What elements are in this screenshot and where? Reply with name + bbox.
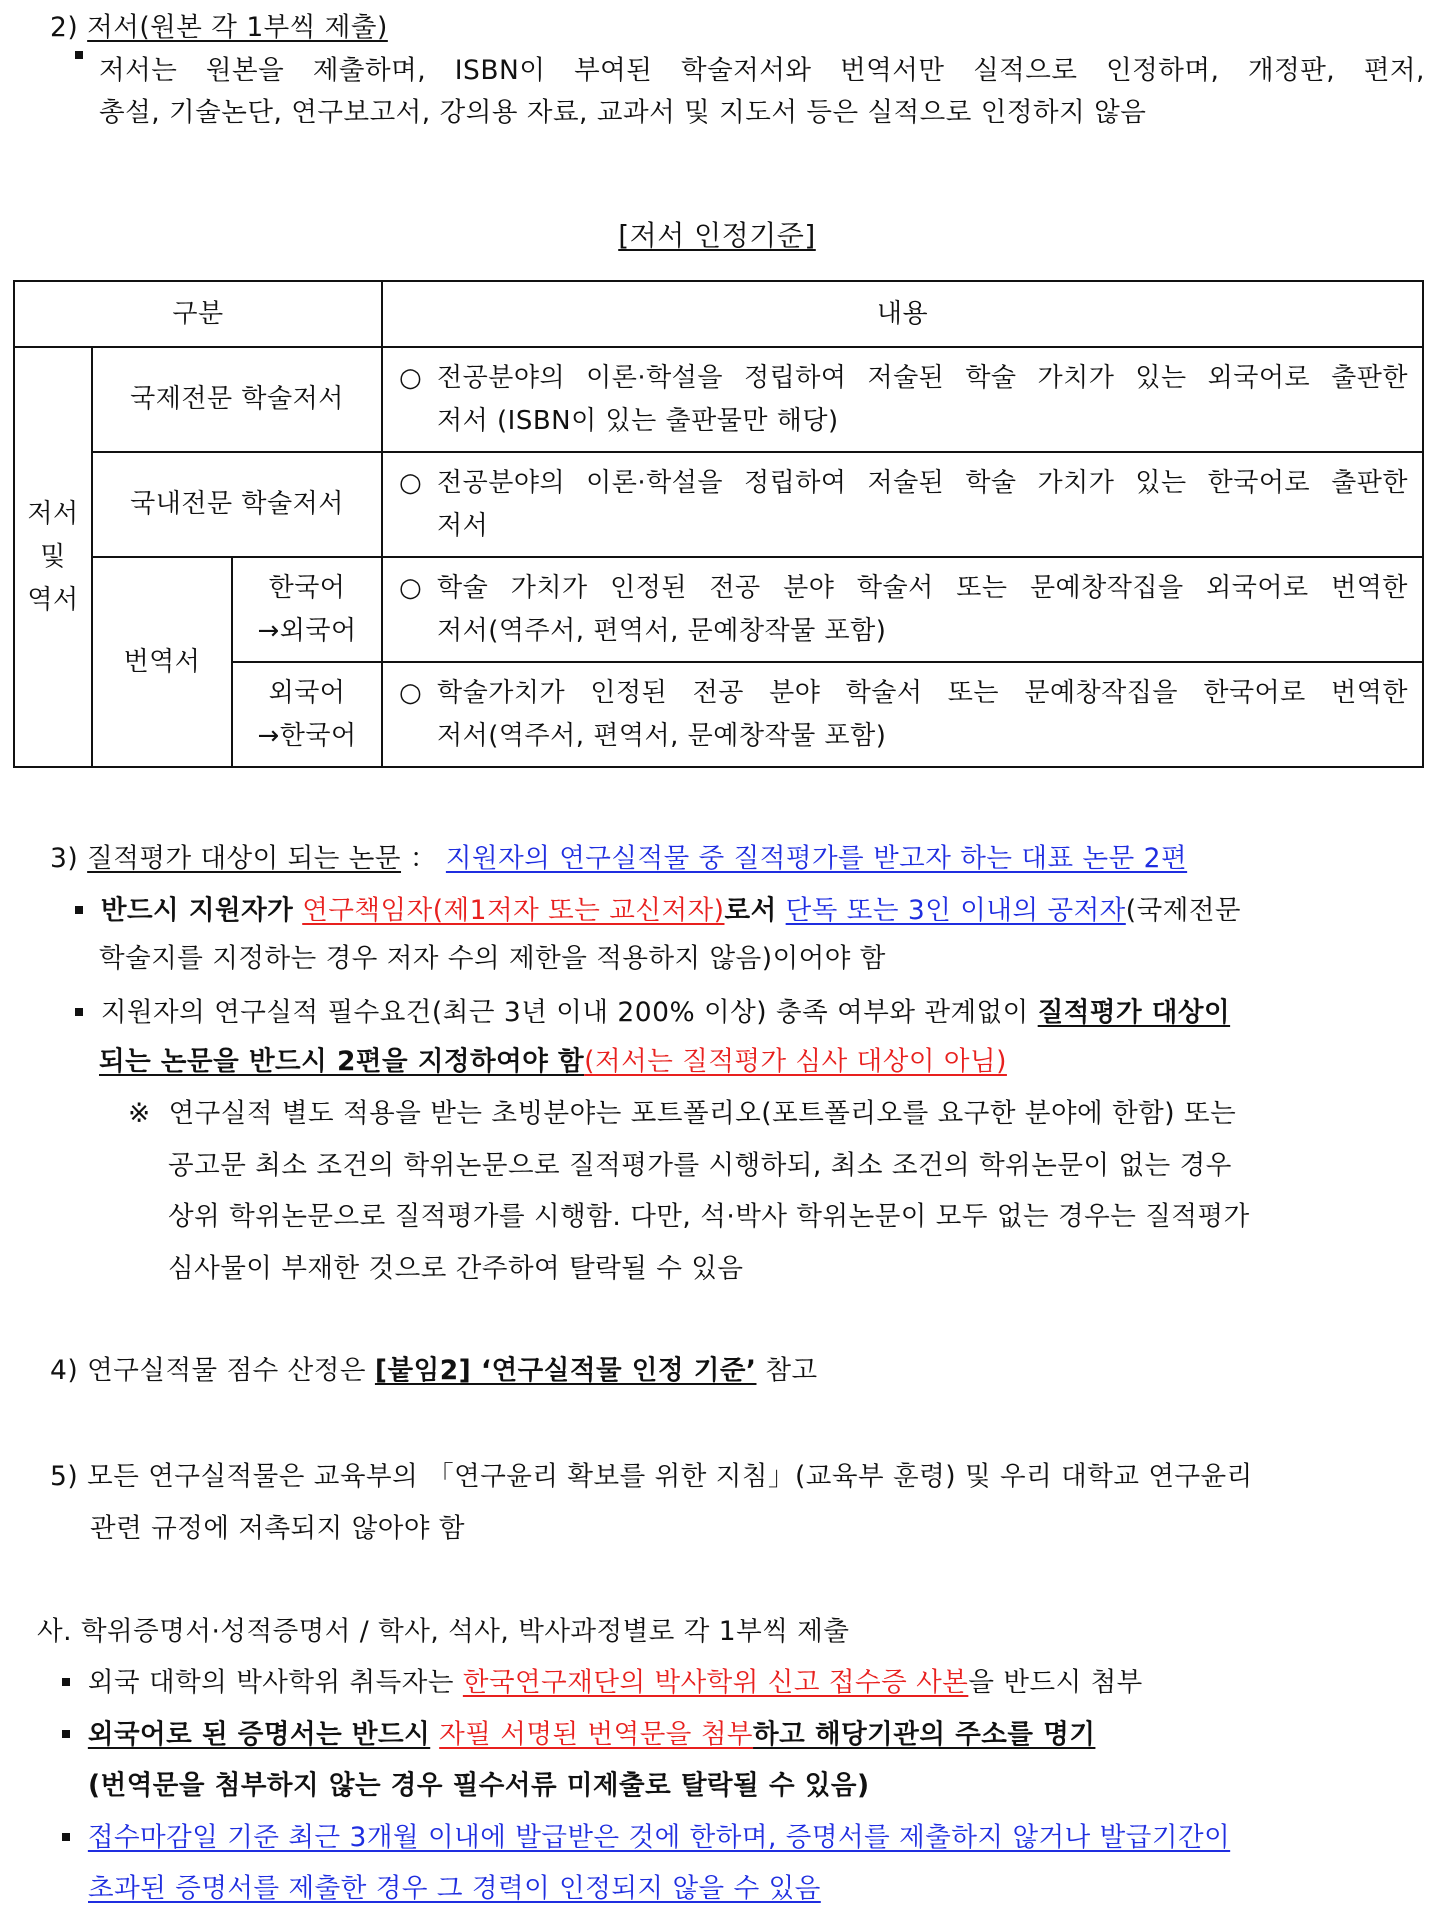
attachment-reference: [붙임2] ‘연구실적물 인정 기준’ (374, 1355, 757, 1386)
table-caption: [저서 인정기준] (618, 219, 816, 252)
translation-direction: 한국어 →외국어 (232, 557, 382, 662)
section-4: 4) 연구실적물 점수 산정은 [붙임2] ‘연구실적물 인정 기준’ 참고 (50, 1355, 818, 1386)
section-2-bullet-line-2: 총설, 기술논단, 연구보고서, 강의용 자료, 교과서 및 지도서 등은 실적으로 인정하지 않음 (99, 97, 1147, 128)
section-sa-bullet-1: 외국 대학의 박사학위 취득자는 한국연구재단의 박사학위 신고 접수증 사본을 반드시 첨부 (62, 1665, 1143, 1701)
section-sa-bullet-3-line-1: 접수마감일 기준 최근 3개월 이내에 발급받은 것에 한하며, 증명서를 제출하지 않거나 발급기간이 (62, 1820, 1230, 1856)
circle-icon: ○ (399, 572, 423, 603)
table-row (14, 557, 1423, 662)
row-content: ○ 학술 가치가 인정된 전공 분야 학술서 또는 문예창작집을 외국어로 번역한 저서(역주서, 편역서, 문예창작물 포함) (382, 557, 1423, 662)
note-line-4: 심사물이 부재한 것으로 간주하여 탈락될 수 있음 (168, 1253, 744, 1284)
section-sa-bullet-3-line-2: 초과된 증명서를 제출한 경우 그 경력이 인정되지 않을 수 있음 (88, 1873, 821, 1904)
book-criteria-table (13, 280, 1424, 768)
translation-label: 번역서 (92, 557, 232, 767)
section-sa-heading: 사. 학위증명서·성적증명서 / 학사, 석사, 박사과정별로 각 1부씩 제출 (37, 1616, 850, 1647)
translation-direction: 외국어 →한국어 (232, 662, 382, 767)
section-5-line-1: 5) 모든 연구실적물은 교육부의 「연구윤리 확보를 위한 지침」(교육부 훈령) 및 우리 대학교 연구윤리 (50, 1461, 1253, 1492)
header-category: 구분 (14, 281, 382, 347)
section-sa-bullet-2-line-2: (번역문을 첨부하지 않는 경우 필수서류 미제출로 탈락될 수 있음) (88, 1770, 870, 1801)
section-3-title-desc: 지원자의 연구실적물 중 질적평가를 받고자 하는 대표 논문 2편 (445, 843, 1188, 874)
bullet-square (62, 1678, 70, 1686)
table-row (14, 452, 1423, 557)
circle-icon: ○ (399, 362, 423, 393)
note-line-1: ※ 연구실적 별도 적용을 받는 초빙분야는 포트폴리오(포트폴리오를 요구한 분야에 한함) 또는 (128, 1098, 1237, 1129)
group-label: 저서 및 역서 (14, 347, 92, 767)
section-2-bullet-line-1: 저서는 원본을 제출하며, ISBN이 부여된 학술저서와 번역서만 실적으로 인정하며, 개정판, 편저, (75, 53, 1425, 89)
section-3-bullet-1-line-1: 반드시 지원자가 연구책임자(제1저자 또는 교신저자)로서 단독 또는 3인 이내의 공저자(국제전문 (75, 893, 1241, 929)
section-3-title: 질적평가 대상이 되는 논문 (87, 843, 402, 874)
section-3-bullet-2-line-2: 되는 논문을 반드시 2편을 지정하여야 함(저서는 질적평가 심사 대상이 아님) (99, 1046, 1007, 1077)
note-line-2: 공고문 최소 조건의 학위논문으로 질적평가를 시행하되, 최소 조건의 학위논문이 없는 경우 (168, 1150, 1232, 1181)
section-3-bullet-2-line-1: 지원자의 연구실적 필수요건(최근 3년 이내 200% 이상) 충족 여부와 관계없이 질적평가 대상이 (75, 995, 1230, 1031)
bullet-square (62, 1730, 70, 1738)
circle-icon: ○ (399, 677, 423, 708)
section-5-line-2: 관련 규정에 저촉되지 않아야 함 (90, 1513, 465, 1544)
note-line-3: 상위 학위논문으로 질적평가를 시행함. 다만, 석·박사 학위논문이 모두 없는 경우는 질적평가 (168, 1201, 1250, 1232)
row-content: ○ 학술가치가 인정된 전공 분야 학술서 또는 문예창작집을 한국어로 번역한 저서(역주서, 편역서, 문예창작물 포함) (382, 662, 1423, 767)
header-content: 내용 (382, 281, 1423, 347)
row-content: ○ 전공분야의 이론·학설을 정립하여 저술된 학술 가치가 있는 한국어로 출판한 저서 (382, 452, 1423, 557)
table-row (14, 347, 1423, 452)
bullet-square (75, 906, 83, 914)
section-3-bullet-1-line-2: 학술지를 지정하는 경우 저자 수의 제한을 적용하지 않음)이어야 함 (99, 943, 886, 974)
bullet-square (62, 1833, 70, 1841)
note-mark: ※ (128, 1098, 151, 1129)
row-label: 국내전문 학술저서 (92, 452, 382, 557)
row-label: 국제전문 학술저서 (92, 347, 382, 452)
row-content: ○ 전공분야의 이론·학설을 정립하여 저술된 학술 가치가 있는 외국어로 출판한 저서 (ISBN이 있는 출판물만 해당) (382, 347, 1423, 452)
section-sa-bullet-2-line-1: 외국어로 된 증명서는 반드시 자필 서명된 번역문을 첨부하고 해당기관의 주소를 명기 (62, 1717, 1095, 1753)
circle-icon: ○ (399, 467, 423, 498)
bullet-square (75, 1008, 83, 1016)
bullet-square (75, 51, 83, 59)
section-3-heading: 3) 질적평가 대상이 되는 논문 ： 지원자의 연구실적물 중 질적평가를 받고자 하는 대표 논문 2편 (50, 843, 1188, 874)
section-2-title: 저서(원본 각 1부씩 제출) (87, 12, 388, 43)
section-2-heading: 2) 저서(원본 각 1부씩 제출) (50, 12, 388, 43)
table-header-row (14, 281, 1423, 347)
